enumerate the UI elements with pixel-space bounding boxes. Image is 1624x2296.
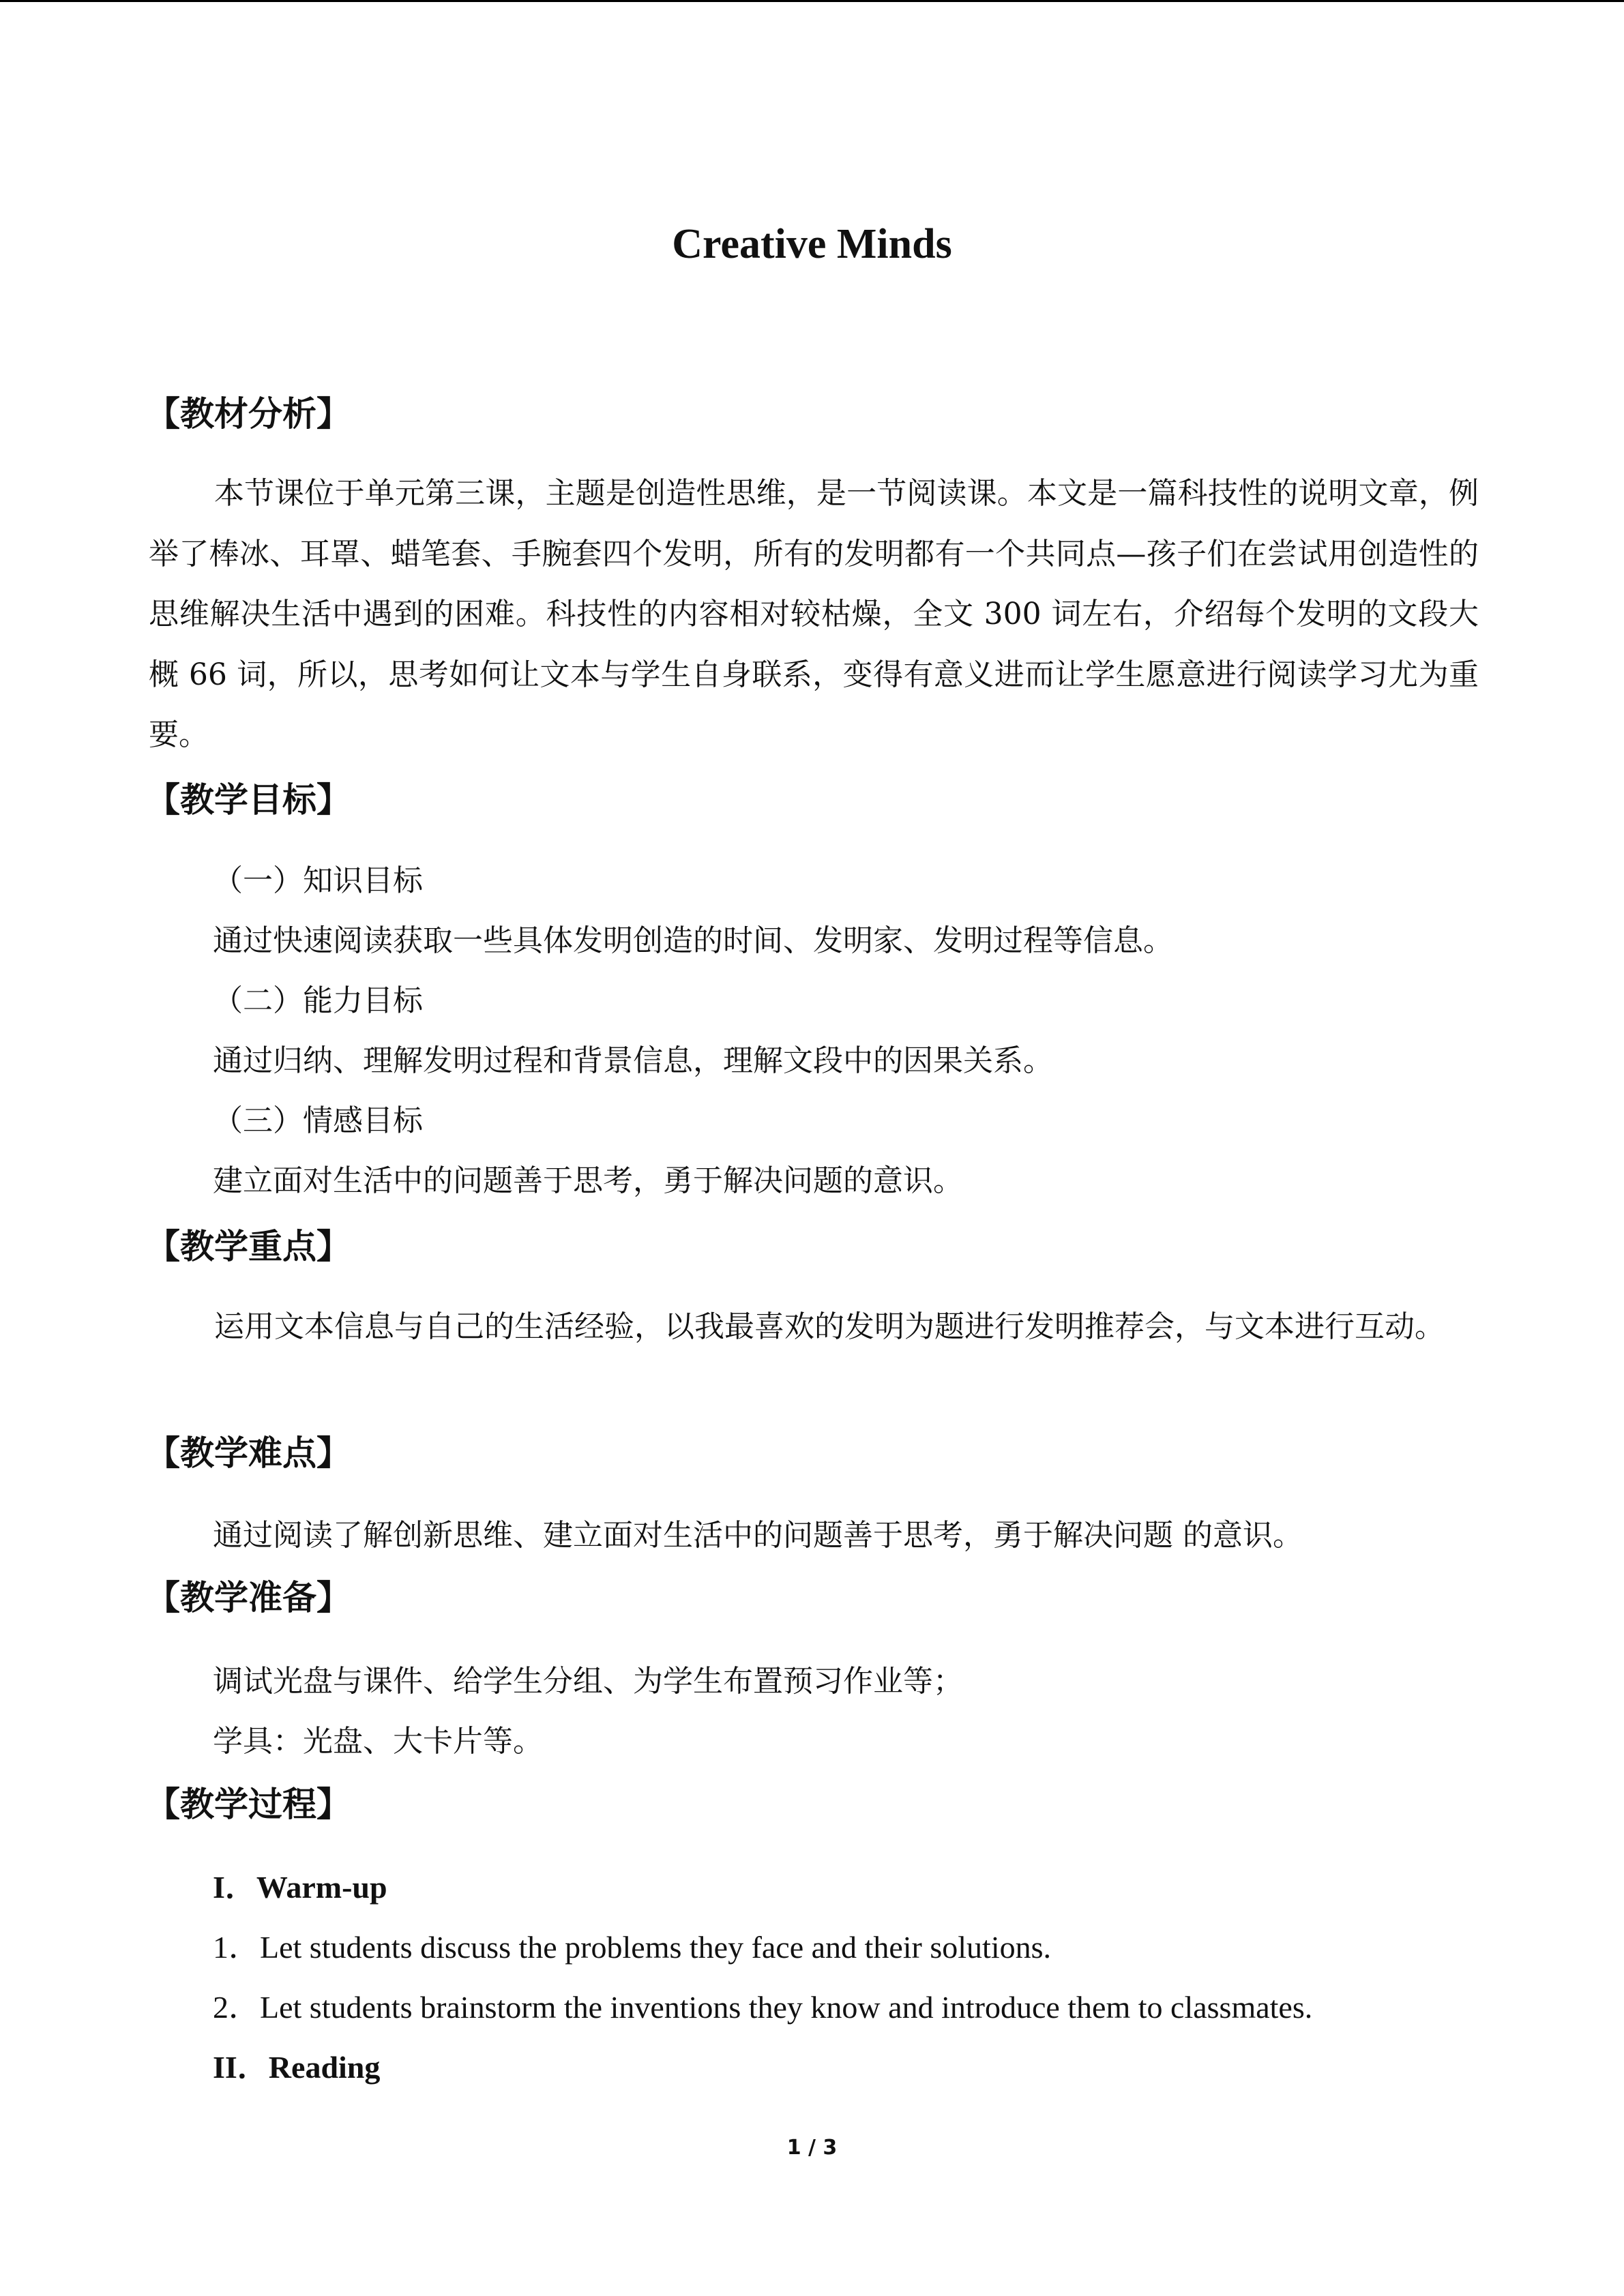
emotion-objective-text: 建立面对生活中的问题善于思考，勇于解决问题的意识。	[213, 1163, 963, 1198]
preparation-line-1: 调试光盘与课件、给学生分组、为学生布置预习作业等；	[213, 1664, 963, 1699]
heading-key-points: 【教学重点】	[146, 1227, 351, 1266]
page-number: 1 / 3	[786, 2136, 838, 2160]
heading-process: 【教学过程】	[146, 1785, 351, 1824]
heading-analysis: 【教材分析】	[146, 394, 351, 434]
knowledge-objective-label: （一）知识目标	[213, 863, 423, 898]
reading-title: II．Reading	[213, 2050, 381, 2085]
heading-preparation: 【教学准备】	[146, 1578, 351, 1617]
emotion-objective-label: （三）情感目标	[213, 1103, 423, 1138]
knowledge-objective-text: 通过快速阅读获取一些具体发明创造的时间、发明家、发明过程等信息。	[213, 923, 1173, 958]
ability-objective-text: 通过归纳、理解发明过程和背景信息，理解文段中的因果关系。	[213, 1043, 1053, 1078]
analysis-paragraph: 本节课位于单元第三课，主题是创造性思维，是一节阅读课。本文是一篇科技性的说明文章，例举了棒冰、耳罩、蜡笔套、手腕套四个发明，所有的发明都有一个共同点—孩子们在尝试用创造性的思维解决生活中遇到的困难。科技性的内容相对较枯燥，全文 300 词左右，介绍每个发明的文段大概 66 词，所以，思考如何让文本与学生自身联系，变得有意义进而让学生愿意进行阅读学习尤为重要。	[149, 476, 1479, 752]
heading-objectives: 【教学目标】	[146, 780, 351, 820]
key-points-paragraph: 运用文本信息与自己的生活经验，以我最喜欢的发明为题进行发明推荐会，与文本进行互动。	[214, 1309, 1445, 1344]
heading-difficulties: 【教学难点】	[146, 1433, 351, 1473]
preparation-line-2: 学具：光盘、大卡片等。	[213, 1724, 543, 1759]
warm-up-title: I．Warm-up	[213, 1870, 387, 1905]
document-title: Creative Minds	[672, 221, 952, 267]
ability-objective-label: （二）能力目标	[213, 983, 423, 1018]
warm-up-item-1: 1．Let students discuss the problems they face and their solutions.	[213, 1930, 1051, 1965]
difficulties-text: 通过阅读了解创新思维、建立面对生活中的问题善于思考，勇于解决问题 的意识。	[213, 1518, 1303, 1553]
warm-up-item-2: 2．Let students brainstorm the inventions they know and introduce them to classmates.	[213, 1990, 1313, 2025]
